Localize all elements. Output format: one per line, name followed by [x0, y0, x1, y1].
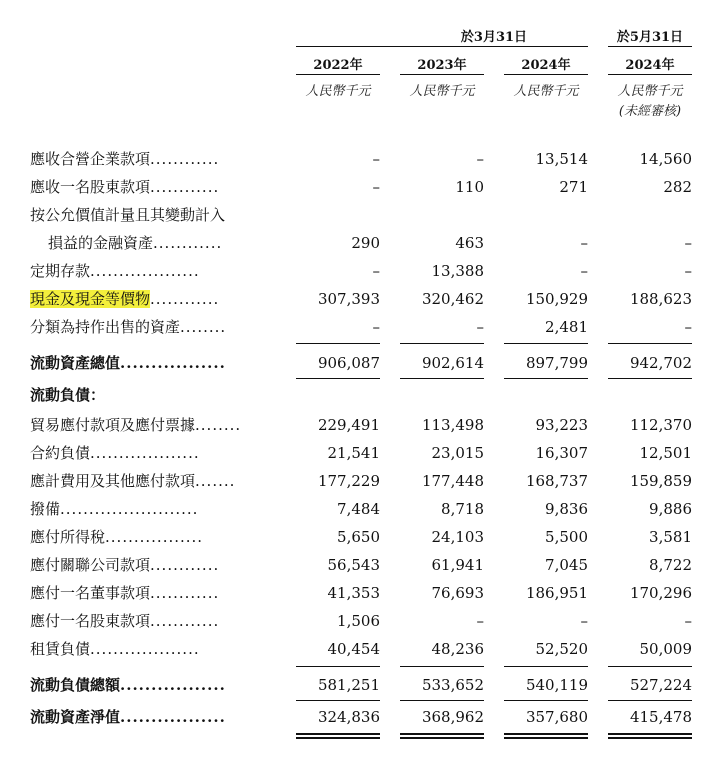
- cell-2024-may: 942,702: [629, 354, 692, 372]
- double-rule: [608, 737, 692, 739]
- subtotal-rule: [400, 666, 484, 667]
- table-row-total: [0, 704, 719, 730]
- cell-2024: 5,500: [545, 528, 588, 546]
- cell-2024: 13,514: [535, 150, 588, 168]
- cell-2024-may: –: [684, 234, 692, 252]
- table-row-total: [0, 672, 719, 698]
- table-row: [0, 286, 719, 312]
- cell-2024: 16,307: [535, 444, 588, 462]
- cell-2024-may: 159,859: [629, 472, 692, 490]
- table-row: [0, 496, 719, 522]
- row-label: 流動負債總額.................: [30, 676, 226, 694]
- row-label: 撥備........................: [30, 500, 199, 518]
- cell-2024-may: 12,501: [639, 444, 692, 462]
- cell-2024-may: 415,478: [629, 708, 692, 726]
- cell-2022: 5,650: [337, 528, 380, 546]
- double-rule: [608, 733, 692, 735]
- cell-2024: 9,836: [545, 500, 588, 518]
- table-row: [0, 524, 719, 550]
- total-rule: [608, 378, 692, 379]
- header-rule: [296, 46, 588, 47]
- cell-2022: 1,506: [337, 612, 380, 630]
- cell-2024: –: [580, 612, 588, 630]
- cell-2024: 357,680: [525, 708, 588, 726]
- year-rule: [400, 74, 484, 75]
- row-label: 應計費用及其他應付款項.......: [30, 472, 236, 490]
- unit-label: 人民幣千元: [305, 84, 371, 99]
- cell-2024-may: 9,886: [649, 500, 692, 518]
- cell-2023: 8,718: [441, 500, 484, 518]
- total-rule: [504, 378, 588, 379]
- table-row: [0, 636, 719, 662]
- cell-2024-may: 527,224: [629, 676, 692, 694]
- cell-2023: 23,015: [431, 444, 484, 462]
- section-heading: [0, 382, 719, 408]
- cell-2022: –: [372, 178, 380, 196]
- table-row: [0, 468, 719, 494]
- cell-2022: 581,251: [317, 676, 380, 694]
- cell-2022: 324,836: [317, 708, 380, 726]
- row-label: 應付一名董事款項............: [30, 584, 220, 602]
- double-rule: [504, 733, 588, 735]
- subtotal-rule: [296, 700, 380, 701]
- double-rule: [400, 737, 484, 739]
- year-rule: [296, 74, 380, 75]
- cell-2024-may: 188,623: [629, 290, 692, 308]
- header-rule: [608, 46, 692, 47]
- subtotal-rule: [400, 700, 484, 701]
- row-label: 損益的金融資產............: [48, 234, 223, 252]
- cell-2024: 93,223: [535, 416, 588, 434]
- cell-2022: –: [372, 318, 380, 336]
- row-label: 按公允價值計量且其變動計入: [30, 206, 226, 224]
- cell-2023: 902,614: [421, 354, 484, 372]
- unaudited-label: (未經審核): [618, 104, 682, 119]
- row-label: 應收一名股東款項............: [30, 178, 220, 196]
- cell-2024: 897,799: [525, 354, 588, 372]
- row-label: 合約負債...................: [30, 444, 200, 462]
- subtotal-rule: [504, 666, 588, 667]
- row-label: 應付一名股東款項............: [30, 612, 220, 630]
- subtotal-rule: [504, 700, 588, 701]
- cell-2022: 41,353: [327, 584, 380, 602]
- column-group-title-may: 於5月31日: [616, 30, 684, 45]
- table-row: [0, 258, 719, 284]
- row-label: 租賃負債...................: [30, 640, 200, 658]
- cell-2022: 906,087: [317, 354, 380, 372]
- cell-2024-may: 8,722: [649, 556, 692, 574]
- year-header-2022: 2022年: [313, 58, 363, 73]
- cell-2023: –: [476, 318, 484, 336]
- row-label: 應付關聯公司款項............: [30, 556, 220, 574]
- table-row: [0, 552, 719, 578]
- row-label: 貿易應付款項及應付票據........: [30, 416, 242, 434]
- cell-2022: 229,491: [317, 416, 380, 434]
- cell-2024-may: –: [684, 612, 692, 630]
- unit-label: 人民幣千元: [513, 84, 579, 99]
- cell-2024-may: 14,560: [639, 150, 692, 168]
- cell-2022: 290: [351, 234, 380, 252]
- subtotal-rule: [608, 343, 692, 344]
- row-label: 流動資產總值.................: [30, 354, 226, 372]
- cell-2024: 271: [559, 178, 588, 196]
- cell-2023: 110: [455, 178, 484, 196]
- cell-2023: 320,462: [421, 290, 484, 308]
- cell-2024-may: –: [684, 318, 692, 336]
- cell-2024: 52,520: [535, 640, 588, 658]
- column-group-title-march: 於3月31日: [460, 30, 528, 45]
- cell-2024-may: 170,296: [629, 584, 692, 602]
- cell-2024: –: [580, 234, 588, 252]
- cell-2024-may: –: [684, 262, 692, 280]
- cell-2024: 150,929: [525, 290, 588, 308]
- unit-label: 人民幣千元: [617, 84, 683, 99]
- cell-2022: 7,484: [337, 500, 380, 518]
- cell-2023: –: [476, 150, 484, 168]
- cell-2022: –: [372, 262, 380, 280]
- year-header-2023: 2023年: [417, 58, 467, 73]
- subtotal-rule: [608, 666, 692, 667]
- table-row-total: [0, 350, 719, 376]
- cell-2023: –: [476, 612, 484, 630]
- double-rule: [296, 733, 380, 735]
- cell-2024: 168,737: [525, 472, 588, 490]
- table-row: [0, 314, 719, 340]
- cell-2023: 48,236: [431, 640, 484, 658]
- double-rule: [400, 733, 484, 735]
- cell-2024-may: 50,009: [639, 640, 692, 658]
- table-row: [0, 174, 719, 200]
- cell-2022: –: [372, 150, 380, 168]
- cell-2024: 186,951: [525, 584, 588, 602]
- year-header-2024-may: 2024年: [625, 58, 675, 73]
- cell-2023: 177,448: [421, 472, 484, 490]
- row-label: 分類為持作出售的資產........: [30, 318, 227, 336]
- year-rule: [608, 74, 692, 75]
- table-row: [0, 608, 719, 634]
- table-row: [0, 230, 719, 256]
- cell-2023: 113,498: [421, 416, 484, 434]
- cell-2022: 56,543: [327, 556, 380, 574]
- cell-2024: 540,119: [525, 676, 588, 694]
- unit-label: 人民幣千元: [409, 84, 475, 99]
- subtotal-rule: [504, 343, 588, 344]
- subtotal-rule: [608, 700, 692, 701]
- cell-2024: 7,045: [545, 556, 588, 574]
- cell-2023: 368,962: [421, 708, 484, 726]
- cell-2023: 24,103: [431, 528, 484, 546]
- row-label: 定期存款...................: [30, 262, 200, 280]
- table-row: [0, 412, 719, 438]
- cell-2022: 40,454: [327, 640, 380, 658]
- cell-2024-may: 282: [663, 178, 692, 196]
- subtotal-rule: [296, 343, 380, 344]
- row-label: 應付所得稅.................: [30, 528, 204, 546]
- cell-2024-may: 112,370: [629, 416, 692, 434]
- cell-2024: –: [580, 262, 588, 280]
- cell-2023: 76,693: [431, 584, 484, 602]
- highlighted-label: 現金及現金等價物: [30, 290, 151, 308]
- cell-2023: 13,388: [431, 262, 484, 280]
- cell-2022: 177,229: [317, 472, 380, 490]
- row-label: 應收合營企業款項............: [30, 150, 220, 168]
- cell-2022: 307,393: [317, 290, 380, 308]
- double-rule: [504, 737, 588, 739]
- total-rule: [296, 378, 380, 379]
- cell-2023: 61,941: [431, 556, 484, 574]
- table-row: [0, 440, 719, 466]
- subtotal-rule: [296, 666, 380, 667]
- row-label: 現金及現金等價物............: [30, 290, 220, 308]
- table-row: [0, 202, 719, 228]
- subtotal-rule: [400, 343, 484, 344]
- table-row: [0, 580, 719, 606]
- cell-2023: 463: [455, 234, 484, 252]
- double-rule: [296, 737, 380, 739]
- table-row: [0, 146, 719, 172]
- row-label: 流動負債：: [30, 386, 106, 404]
- year-rule: [504, 74, 588, 75]
- total-rule: [400, 378, 484, 379]
- cell-2024: 2,481: [545, 318, 588, 336]
- cell-2024-may: 3,581: [649, 528, 692, 546]
- cell-2022: 21,541: [327, 444, 380, 462]
- year-header-2024: 2024年: [521, 58, 571, 73]
- row-label: 流動資產淨值.................: [30, 708, 226, 726]
- cell-2023: 533,652: [421, 676, 484, 694]
